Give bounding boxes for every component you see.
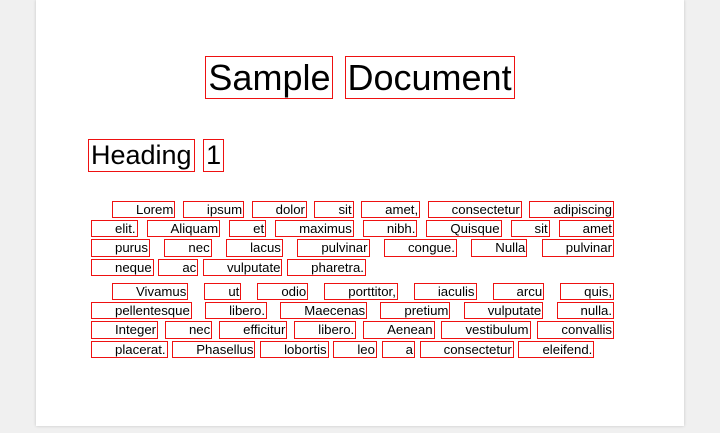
heading-word: 1 [203,139,224,172]
document-page [36,0,684,426]
paragraph-2-word: libero. [205,302,267,319]
paragraph-1-word: pharetra. [287,259,366,276]
title-word: Sample [205,56,333,99]
document-heading-1 [88,138,224,173]
paragraph-2-word: Vivamus [112,283,188,300]
document-title [36,56,684,100]
paragraph-2-word: vulputate [464,302,544,319]
paragraph-1-word: et [229,220,266,237]
paragraph-2-word: consectetur [420,341,514,358]
paragraph-2-word: vestibulum [441,321,530,338]
paragraph-1-word: pulvinar [297,239,369,256]
paragraph-1-word: ipsum [183,201,244,218]
paragraph-1-word: dolor [252,201,307,218]
paragraph-1 [90,200,614,277]
paragraph-2-word: iaculis [414,283,477,300]
paragraph-2-word: libero. [294,321,356,338]
paragraph-2-word: Aenean [363,321,434,338]
paragraph-2-word: Phasellus [172,341,255,358]
paragraph-2-word: Maecenas [280,302,367,319]
paragraph-1-word: consectetur [428,201,522,218]
paragraph-1-word: vulputate [203,259,283,276]
paragraph-1-word: elit. [91,220,138,237]
paragraph-1-word: nec [164,239,211,256]
paragraph-2-word: eleifend. [518,341,594,358]
paragraph-2 [90,282,614,359]
paragraph-1-word: pulvinar [542,239,614,256]
heading-word: Heading [88,139,195,172]
paragraph-1-word: adipiscing [529,201,614,218]
paragraph-1-word: sit [314,201,353,218]
paragraph-1-word: Aliquam [147,220,221,237]
paragraph-2-word: Integer [91,321,158,338]
paragraph-1-word: ac [158,259,198,276]
paragraph-1-word: sit [511,220,550,237]
paragraph-1-word: nibh. [363,220,418,237]
paragraph-2-word: lobortis [260,341,329,358]
paragraph-1-word: amet [559,220,614,237]
paragraph-1-word: neque [91,259,154,276]
paragraph-2-word: nulla. [557,302,615,319]
paragraph-2-word: pretium [380,302,450,319]
paragraph-1-word: Lorem [112,201,175,218]
paragraph-1-word: Quisque [426,220,501,237]
paragraph-1-word: amet, [361,201,420,218]
paragraph-2-word: efficitur [219,321,287,338]
paragraph-1-word: lacus [226,239,283,256]
title-word: Document [345,56,515,99]
paragraph-2-word: leo [333,341,377,358]
paragraph-2-word: nec [165,321,212,338]
paragraph-2-word: convallis [537,321,614,338]
paragraph-1-word: maximus [275,220,354,237]
paragraph-1-word: purus [91,239,150,256]
paragraph-2-word: quis, [560,283,614,300]
paragraph-2-word: a [382,341,415,358]
paragraph-2-word: ut [204,283,241,300]
paragraph-2-word: porttitor, [324,283,398,300]
paragraph-1-word: Nulla [471,239,527,256]
paragraph-1-word: congue. [384,239,457,256]
paragraph-2-word: odio [257,283,308,300]
paragraph-2-word: placerat. [91,341,168,358]
paragraph-2-word: arcu [493,283,545,300]
paragraph-2-word: pellentesque [91,302,192,319]
